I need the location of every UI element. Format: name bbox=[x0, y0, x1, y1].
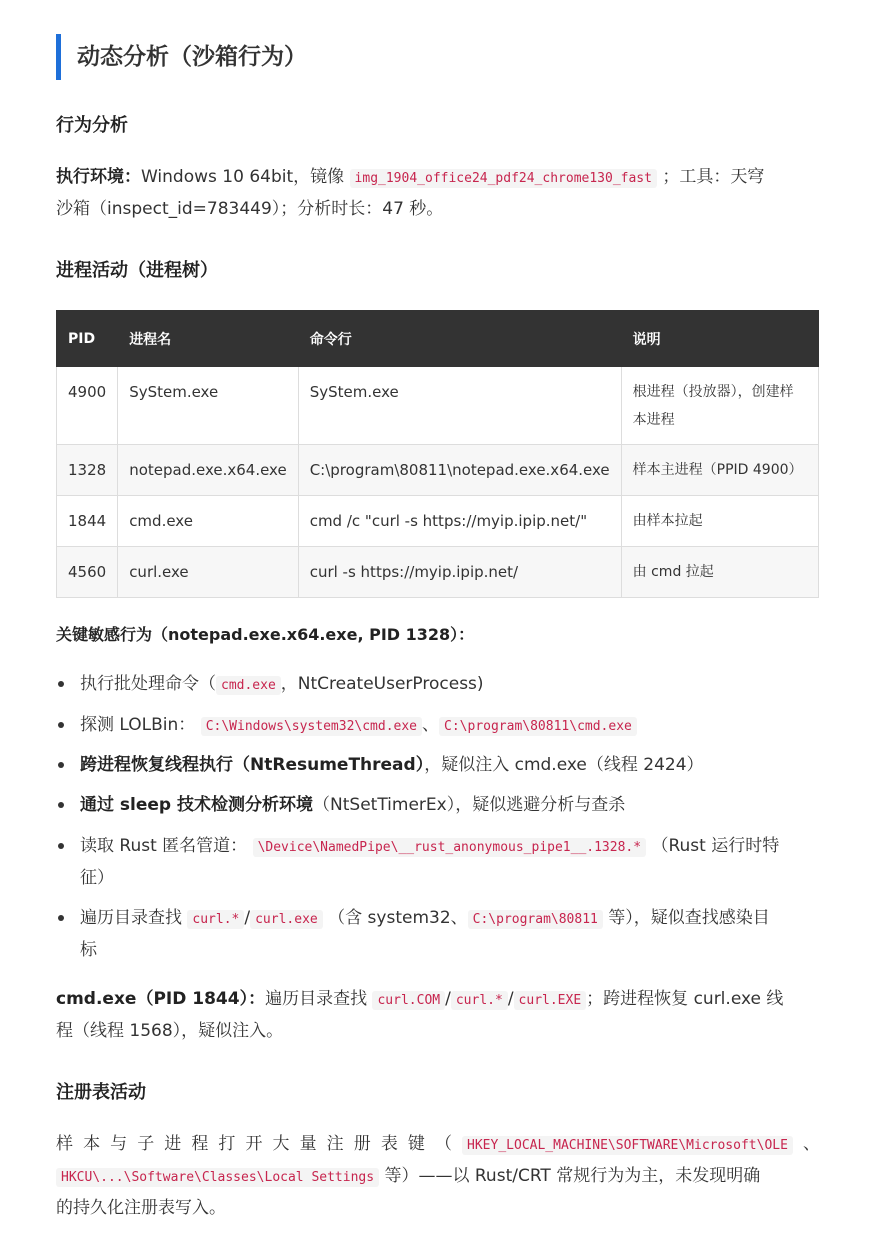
note-cell: 由样本拉起 bbox=[621, 496, 818, 547]
inline-code: \Device\NamedPipe\__rust_anonymous_pipe1__.1328.* bbox=[253, 838, 647, 857]
inline-code: C:\program\80811\cmd.exe bbox=[439, 717, 637, 736]
registry-paragraph: 样本与子进程打开大量注册表键（ HKEY_LOCAL_MACHINE\SOFTWARE\Microsoft\OLE 、 HKCU\...\Software\Classes\Local Settings 等）——以 Rust/CRT 常规行为为主，未发现明确 的持久化注册表写入。 bbox=[56, 1134, 820, 1218]
inline-code: HKEY_LOCAL_MACHINE\SOFTWARE\Microsoft\OLE bbox=[462, 1136, 793, 1155]
inline-code: C:\program\80811 bbox=[468, 910, 603, 929]
inline-code: curl.* bbox=[187, 910, 244, 929]
note-line: 根进程（投放器），创建样 bbox=[632, 384, 794, 400]
name-cell: cmd.exe bbox=[118, 496, 299, 547]
table-row bbox=[57, 547, 819, 598]
pid-cell: 1328 bbox=[57, 445, 118, 496]
inline-code: curl.exe bbox=[250, 910, 323, 929]
note-cell: 样本主进程（PPID 4900） bbox=[621, 445, 818, 496]
column-header: 命令行 bbox=[298, 311, 621, 367]
name-cell: curl.exe bbox=[118, 547, 299, 598]
bullet-icon bbox=[58, 915, 64, 921]
inline-code: curl.COM bbox=[372, 991, 445, 1010]
note-cell bbox=[621, 367, 818, 445]
bullet-icon bbox=[58, 762, 64, 768]
behavior-heading: 行为分析 bbox=[56, 115, 128, 136]
cmd-cell: C:\program\80811\notepad.exe.x64.exe bbox=[298, 445, 621, 496]
environment-text: Windows 10 64bit，镜像 bbox=[141, 167, 345, 187]
pid-cell: 1844 bbox=[57, 496, 118, 547]
table-header-row bbox=[57, 311, 819, 367]
list-item: 遍历目录查找 curl.* / curl.exe （含 system32、 C:\program\80811 等），疑似查找感染目 标 bbox=[56, 902, 820, 966]
tool-text: ；工具：天穹 bbox=[662, 167, 765, 187]
environment-label: 执行环境： bbox=[56, 167, 141, 187]
inline-code: curl.EXE bbox=[514, 991, 587, 1010]
list-item: 通过 sleep 技术检测分析环境（NtSetTimerEx），疑似逃避分析与查杀 bbox=[56, 789, 820, 821]
list-item: 执行批处理命令（ cmd.exe ，NtCreateUserProcess) bbox=[56, 668, 820, 700]
note-line: 本进程 bbox=[632, 412, 675, 428]
cmd-cell: cmd /c "curl -s https://myip.ipip.net/" bbox=[298, 496, 621, 547]
bullet-icon bbox=[58, 681, 64, 687]
image-code: img_1904_office24_pdf24_chrome130_fast bbox=[350, 169, 657, 188]
name-cell: SyStem.exe bbox=[118, 367, 299, 445]
list-item: 跨进程恢复线程执行（NtResumeThread），疑似注入 cmd.exe（线程 2424） bbox=[56, 749, 820, 781]
pid-cell: 4560 bbox=[57, 547, 118, 598]
page-title: 动态分析（沙箱行为） bbox=[56, 34, 307, 80]
sensitive-heading: 关键敏感行为（notepad.exe.x64.exe, PID 1328）： bbox=[56, 625, 475, 644]
bullet-icon bbox=[58, 843, 64, 849]
inline-code: HKCU\...\Software\Classes\Local Settings bbox=[56, 1168, 379, 1187]
list-item: 探测 LOLBin： C:\Windows\system32\cmd.exe 、 C:\program\80811\cmd.exe bbox=[56, 709, 820, 741]
process-table bbox=[56, 310, 819, 598]
column-header: 说明 bbox=[621, 311, 818, 367]
table-row bbox=[57, 496, 819, 547]
bullet-icon bbox=[58, 802, 64, 808]
environment-paragraph bbox=[56, 161, 820, 225]
list-item: 读取 Rust 匿名管道： \Device\NamedPipe\__rust_anonymous_pipe1__.1328.* （Rust 运行时特 征） bbox=[56, 830, 820, 894]
cmd-label: cmd.exe（PID 1844）： bbox=[56, 989, 266, 1009]
cmd-cell: SyStem.exe bbox=[298, 367, 621, 445]
name-cell: notepad.exe.x64.exe bbox=[118, 445, 299, 496]
process-heading: 进程活动（进程树） bbox=[56, 260, 218, 281]
column-header: PID bbox=[57, 311, 118, 367]
table-row bbox=[57, 445, 819, 496]
pid-cell: 4900 bbox=[57, 367, 118, 445]
column-header: 进程名 bbox=[118, 311, 299, 367]
inline-code: C:\Windows\system32\cmd.exe bbox=[201, 717, 422, 736]
registry-heading: 注册表活动 bbox=[56, 1082, 146, 1103]
note-cell: 由 cmd 拉起 bbox=[621, 547, 818, 598]
inline-code: curl.* bbox=[451, 991, 508, 1010]
inline-code: cmd.exe bbox=[216, 676, 281, 695]
cmd-paragraph: cmd.exe（PID 1844）：遍历目录查找 curl.COM / curl.* / curl.EXE ；跨进程恢复 curl.exe 线 程（线程 1568），疑似注入。 bbox=[56, 989, 784, 1041]
table-row bbox=[57, 367, 819, 445]
cmd-cell: curl -s https://myip.ipip.net/ bbox=[298, 547, 621, 598]
bullet-icon bbox=[58, 722, 64, 728]
sandbox-text: 沙箱（inspect_id=783449）；分析时长：47 秒。 bbox=[56, 199, 444, 219]
